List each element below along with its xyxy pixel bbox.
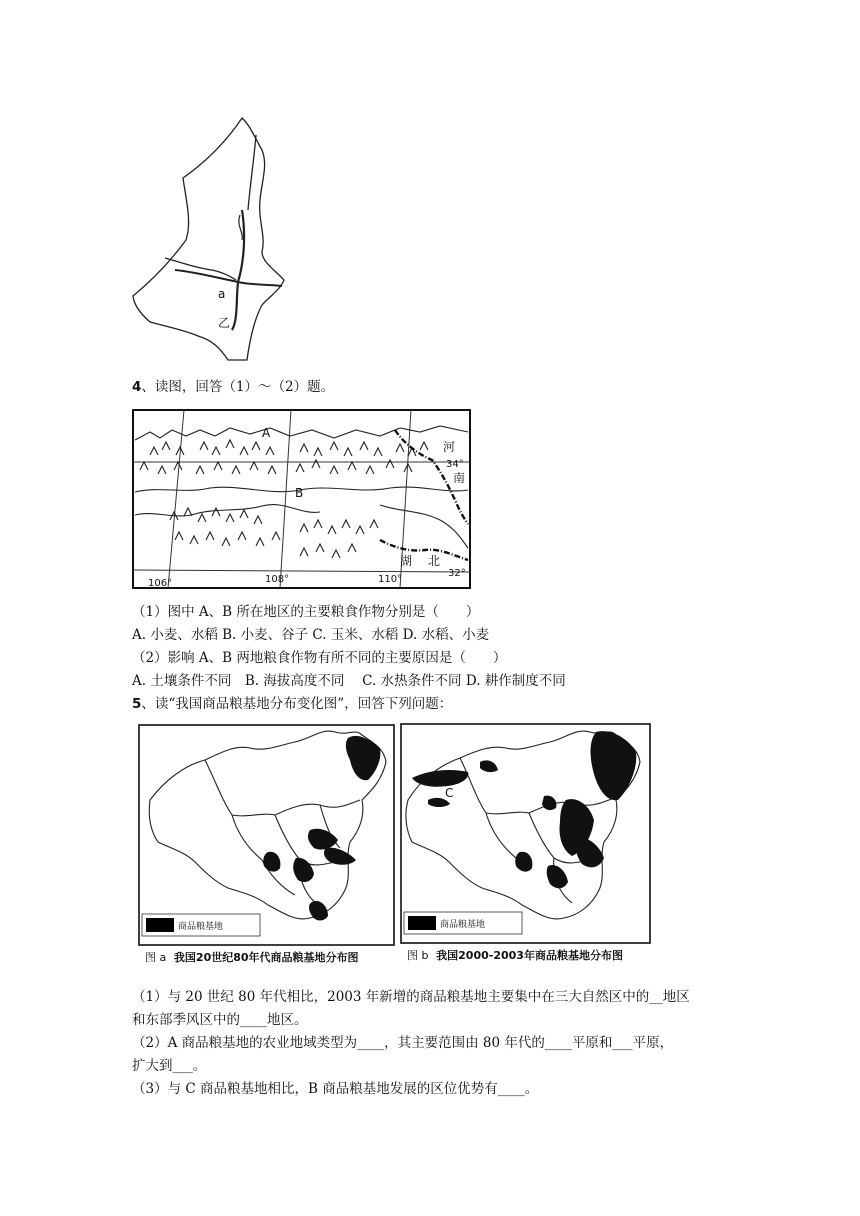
label-A: A [262, 426, 271, 440]
q4-number: 4 [132, 379, 142, 395]
map-b-label-C: C [445, 786, 454, 800]
q4-stem: 4、读图，回答（1）～（2）题。 [132, 379, 335, 395]
q5-stem: 5、读“我国商品粮基地分布变化图”，回答下列问题： [132, 696, 453, 712]
map-b-label-A: A [615, 765, 624, 779]
lon-110: 110° [378, 574, 403, 585]
q5-sub3: （3）与 C 商品粮基地相比，B 商品粮基地发展的区位优势有____。 [132, 1081, 539, 1097]
q5-sub1-line2: 和东部季风区中的____地区。 [132, 1012, 308, 1028]
q5-sub2-line1: （2）A 商品粮基地的农业地域类型为____，其主要范围由 80 年代的____平原和___平原， [132, 1035, 674, 1051]
map-a-legend: 商品粮基地 [178, 922, 224, 932]
map-b-label-B: B [572, 803, 581, 817]
q4-sub2-options: A. 土壤条件不同 B. 海拔高度不同 C. 水热条件不同 D. 耕作制度不同 [132, 673, 566, 689]
lon-106: 106° [148, 578, 173, 589]
label-hubei-2: 北 [428, 554, 441, 568]
map-b-caption: 图 b 我国2000-2003年商品粮基地分布图 [407, 949, 623, 962]
q5-number: 5 [132, 696, 142, 712]
lat-34: 34° [446, 459, 464, 470]
label-yi: 乙 [218, 316, 231, 330]
label-hubei-1: 湖 [400, 554, 413, 568]
label-henan-1: 河 [443, 440, 456, 454]
map-a-caption: 图 a 我国20世纪80年代商品粮基地分布图 [145, 951, 359, 964]
label-B: B [295, 486, 304, 500]
lon-108: 108° [265, 574, 290, 585]
label-a: a [218, 287, 226, 301]
q4-sub2: （2）影响 A、B 两地粮食作物有所不同的主要原因是（ ） [132, 650, 507, 666]
q4-sub1-options: A. 小麦、水稻 B. 小麦、谷子 C. 玉米、水稻 D. 水稻、小麦 [132, 627, 490, 643]
map-b-legend: 商品粮基地 [440, 920, 486, 930]
q5-sub2-line2: 扩大到___。 [132, 1058, 207, 1074]
lat-32: 32° [448, 568, 466, 579]
q4-sub1: （1）图中 A、B 所在地区的主要粮食作物分别是（ ） [132, 604, 480, 620]
label-henan-2: 南 [453, 471, 466, 485]
q5-sub1-line1: （1）与 20 世纪 80 年代相比，2003 年新增的商品粮基地主要集中在三大自然区中的__地区 [132, 989, 690, 1005]
